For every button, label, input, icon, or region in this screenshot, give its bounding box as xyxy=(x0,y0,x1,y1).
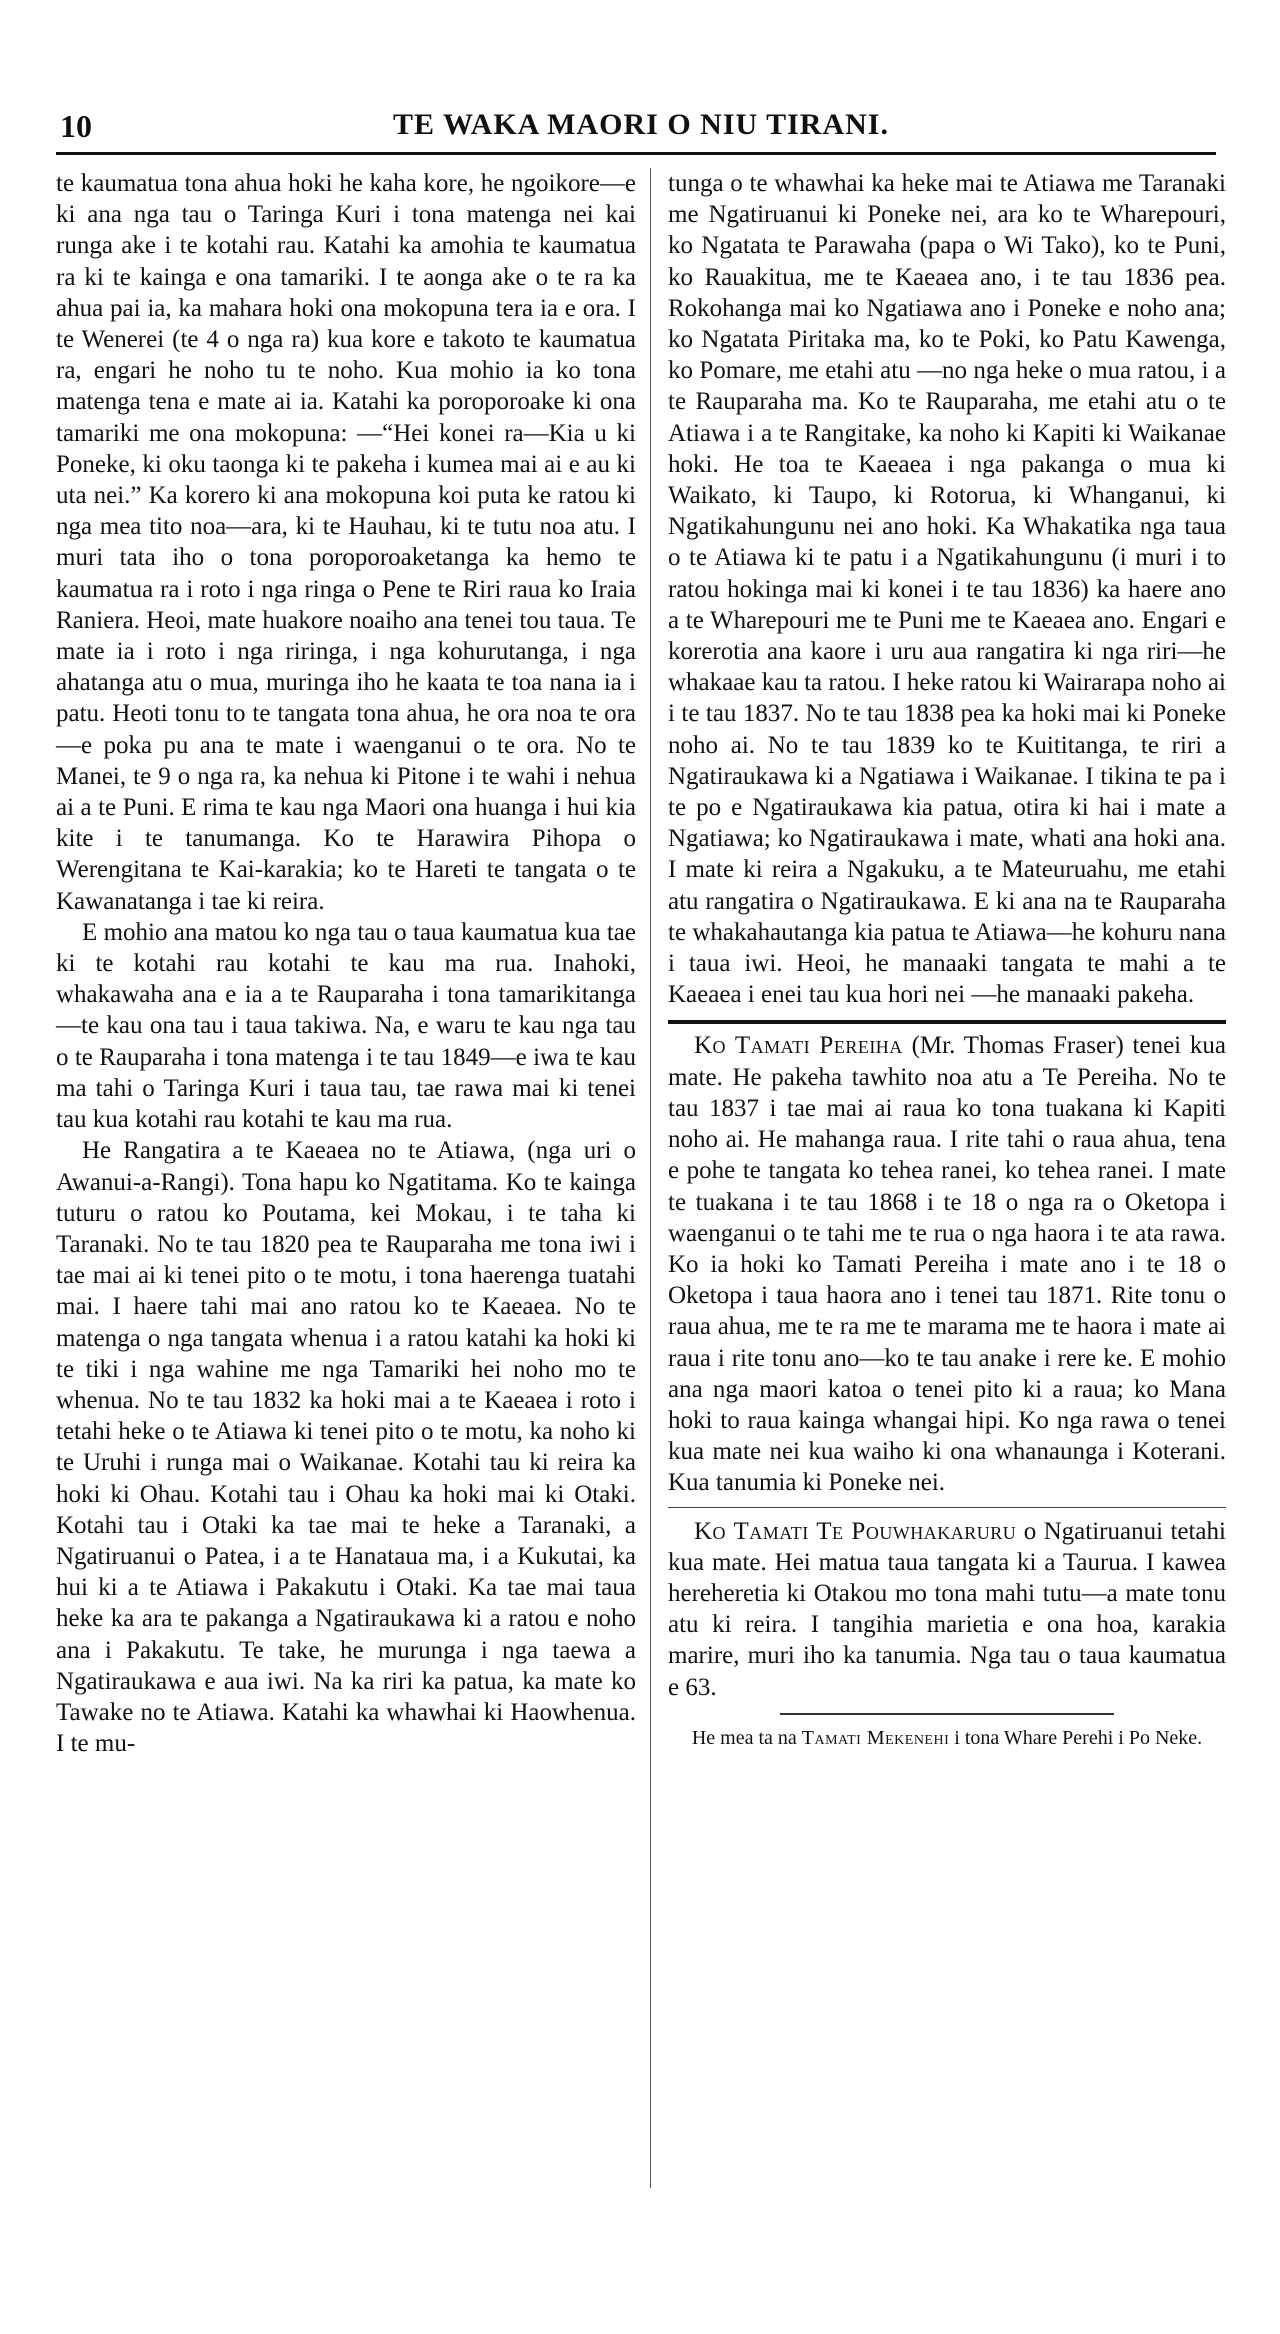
article-paragraph: E mohio ana matou ko nga tau o taua kaumatua kua tae ki te kotahi rau kotahi te kau ma rua. Inahoki, whakawaha ana e ia a te Rauparaha i tona tamarikitanga —te kau ona tau i taua takiwa. Na, e waru te kau nga tau o te Rauparaha i tona matenga i te tau 1849—e iwa te kau ma tahi o Taringa Kuri i taua tau, tae rawa mai ki tenei tau kua kotahi rau kotahi te kau ma rua. xyxy=(56,918,636,1134)
column-divider xyxy=(650,168,651,2188)
imprint-suffix: i tona Whare Perehi i Po Neke. xyxy=(949,1726,1203,1749)
article-paragraph: te kaumatua tona ahua hoki he kaha kore, he ngoikore—e ki ana nga tau o Taringa Kuri i tona matenga nei kai runga ake i te kotahi rau. Katahi ka amohia te kaumatua ra ki te kainga e ona tamariki. I te aonga ake o te ra ka ahua pai ia, ka mahara hoki ona mokopuna tera ia e ora. I te Wenerei (te 4 o nga ra) kua kore e takoto te kaumatua ra, engari he noho tu te noho. Kua mohio ia ko tona matenga tena e mate ai ia. Katahi ka poroporoake ki ona tamariki me ona mokopuna: —“Hei konei ra—Kia u ki Poneke, ki oku taonga ki te pakeha i kumea mai ai e au ki uta nei.” Ka korero ki ana mokopuna koi puta ke ratou ki nga mea tito noa—ara, ki te Hauhau, ki te tutu noa atu. I muri tata iho o tona poroporoaketanga ka hemo te kaumatua ra i roto i nga ringa o Pene te Riri raua ko Iraia Raniera. Heoi, mate huakore noaiho ana tenei tou taua. Te mate ia i roto i nga riringa, i nga kohurutanga, i nga ahatanga atu o mua, muringa iho he kaata te toa nana ia i patu. Heoti tonu to te tangata tona ahua, he ora noa te ora—e poka pu ana te mate i waenganui o te ora. No te Manei, te 9 o nga ra, ka nehua ki Pitone i te wahi i nehua ai a te Puni. E rima te kau nga Maori ona huanga i hui kia kite i te tanumanga. Ko te Harawira Pihopa o Werengitana te Kai-karakia; ko te Hareti te tangata o te Kawanatanga i tae ki reira. xyxy=(56,170,636,915)
notice-name: Ko Tamati Pereiha xyxy=(694,1032,903,1060)
notice-text: o Ngatiruanui tetahi kua mate. Hei matua taua tangata ki a Taurua. I kawea hereheretia ki Otakou mo tona mahi tutu—a mate tonu atu ki reira. I tangihia marietia e ona hoa, karakia marire, muri iho ka tanumia. Nga tau o taua kaumatua e 63. xyxy=(668,1517,1226,1701)
notice-name: Ko Tamati Te Pouwhakaruru xyxy=(694,1517,1017,1545)
section-rule xyxy=(668,1507,1226,1508)
imprint-name: Tamati Mekenehi xyxy=(801,1726,950,1749)
death-notice-fraser xyxy=(668,1030,1226,1498)
right-column xyxy=(668,168,1226,1751)
article-paragraph: He Rangatira a te Kaeaea no te Atiawa, (nga uri o Awanui-a-Rangi). Tona hapu ko Ngatitama. Ko te kainga tuturu o ratou ko Poutama, kei Mokau, i te taha ki Taranaki. No te tau 1820 pea te Rauparaha me tona iwi i tae mai ai ki tenei pito o te motu, i tona haerenga tuatahi mai. I haere tahi mai ano ratou ko te Kaeaea. No te matenga o nga tangata whenua i a ratou katahi ka hoki ki te tiki i nga wahine me nga Tamariki hei noho mo te whenua. No te tau 1832 ka hoki mai a te Kaeaea i roto i tetahi heke o te Atiawa ki tenei pito o te motu, ka noho ki te Uruhi i runga mai o Waikanae. Kotahi tau ki reira ka hoki ki Ohau. Kotahi tau i Ohau ka hoki mai ki Otaki. Kotahi tau i Otaki ka tae mai te heke a Taranaki, a Ngatiruanui o Patea, i a te Hanataua ma, i a Kukutai, ka hui ki a te Atiawa i Pakakutu i Otaki. Ka tae mai taua heke ka ara te pakanga a Ngatiraukawa ki a ratou e noho ana i Pakakutu. Te take, he murunga i nga taewa a Ngatiraukawa e aua iwi. Na ka riri ka patua, ka mate ko Tawake no te Atiawa. Katahi ka whawhai ki Haowhenua. I te mu- xyxy=(56,1137,636,1758)
header-rule xyxy=(56,152,1216,155)
imprint-prefix: He mea ta na xyxy=(691,1726,802,1749)
left-column xyxy=(56,168,636,1759)
death-notice-pouwhakaruru xyxy=(668,1516,1226,1703)
printer-imprint xyxy=(668,1725,1226,1751)
notice-text: (Mr. Thomas Fraser) tenei kua mate. He pakeha tawhito noa atu a Te Pereiha. No te tau 1837 i tae mai ai raua ko tona tuakana ki Kapiti noho ai. He mahanga raua. I rite tahi o raua ahua, tena e pohe te tangata ko tehea ranei, ko tehea ranei. I mate te tuakana i te tau 1868 i te 18 o nga ra o Oketopa i waenganui o te tahi me te rua o nga haora i te ata rawa. Ko ia hoki ko Tamati Pereiha i mate ano i te 18 o Oketopa i taua haora ano i tenei tau 1871. Rite tonu o raua ahua, me te ra me te marama me te haora i mate ai raua i rite tonu ano—ko te tau anake i rere ke. E mohio ana nga maori katoa o tenei pito ki a raua; ko Mana hoki to raua kainga whangai hipi. Ko nga rawa o tenei kua mate nei kua waiho ki ona whanaunga i Koterani. Kua tanumia ki Poneke nei. xyxy=(668,1032,1226,1497)
page-header xyxy=(56,108,1226,148)
article-paragraph: tunga o te whawhai ka heke mai te Atiawa me Taranaki me Ngatiruanui ki Poneke nei, ara ko te Wharepouri, ko Ngatata te Parawaha (papa o Wi Tako), ko te Puni, ko Rauakitua, me te Kaeaea ano, i te tau 1836 pea. Rokohanga mai ko Ngatiawa ano i Poneke e noho ana; ko Ngatata Piritaka ma, ko te Poki, ko Patu Kawenga, ko Pomare, me etahi atu —no nga heke o mua ratou, i a te Rauparaha ma. Ko te Rauparaha, me etahi atu o te Atiawa i a te Rangitake, ka noho ki Kapiti ki Waikanae hoki. He toa te Kaeaea i nga pakanga o mua ki Waikato, ki Taupo, ki Rotorua, ki Whanganui, ki Ngatikahungunu nei ano hoki. Ka Whakatika nga taua o te Atiawa ki te patu i a Ngatikahungunu (i muri i to ratou hokinga mai ki konei i te tau 1836) ka haere ano a te Wharepouri me te Puni me te Kaeaea ano. Engari e korerotia ana kaore i uru aua rangatira ki nga riri—he whakaae kau ta ratou. I heke ratou ki Wairarapa noho ai i te tau 1837. No te tau 1838 pea ka hoki mai ki Poneke noho ai. No te tau 1839 ko te Kuititanga, te riri a Ngatiraukawa ki a Ngatiawa i Waikanae. I tikina te pa i te po e Ngatiraukawa kia patua, otira ki hai i mate a Ngatiawa; ko Ngatiraukawa i mate, whati ana hoki ana. I mate ki reira a Ngakuku, a te Mateuruahu, me etahi atu rangatira o Ngatiraukawa. E ki ana na te Rauparaha te whakahautanga kia patua te Atiawa—he kohuru nana i taua iwi. Heoi, he manaaki tangata te mahi a te Kaeaea i enei tau kua hori nei —he manaaki pakeha. xyxy=(668,170,1226,1009)
section-rule xyxy=(780,1713,1115,1715)
running-title: TE WAKA MAORI O NIU TIRANI. xyxy=(393,108,889,141)
section-rule xyxy=(668,1020,1226,1024)
page-number: 10 xyxy=(60,108,92,144)
